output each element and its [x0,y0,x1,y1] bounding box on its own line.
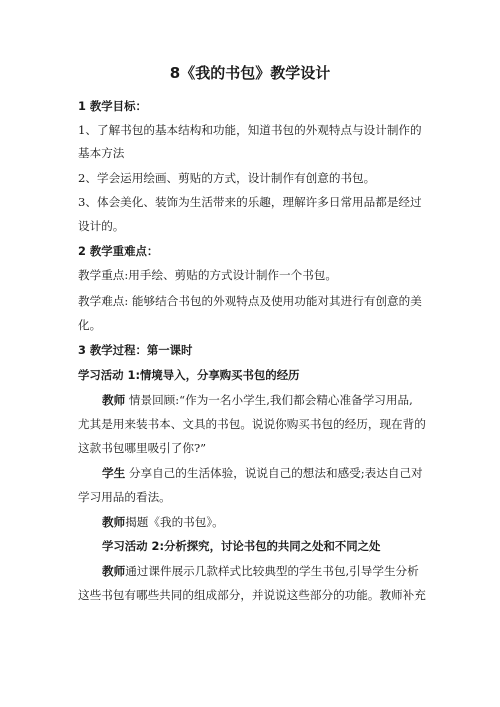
objective-2: 2、学会运用绘画、剪贴的方式，设计制作有创意的书包。 [78,171,376,185]
teacher-reveal-line: 教师揭题《我的书包》。 [102,515,224,529]
difficulty-line-1: 教学难点: 能够结合书包的外观特点及使用功能对其进行有创意的美 [78,294,422,308]
keypoint-text: 教学重点:用手绘、剪贴的方式设计制作一个书包。 [78,268,337,282]
activity-1-paragraph-line-3: 这款书包哪里吸引了你?” [78,441,207,455]
teacher-label: 教师 [102,564,126,578]
objective-3-line-2: 设计的。 [78,219,125,233]
objective-3-line-1: 3、体会美化、装饰为生活带来的乐趣，理解许多日常用品都是经过 [78,195,422,209]
process-heading: 3 教学过程：第一课时 [78,343,193,357]
objective-1-line-2: 基本方法 [78,146,125,160]
activity-2-paragraph-line-1: 教师通过课件展示几款样式比较典型的学生书包,引导学生分析 [102,564,419,578]
student-label: 学生 [102,466,126,480]
teacher-label: 教师 [102,515,126,529]
activity-1-heading: 学习活动 1:情境导入，分享购买书包的经历 [78,368,300,382]
objective-1-line-1: 1、了解书包的基本结构和功能，知道书包的外观特点与设计制作的 [78,123,422,137]
activity-2-paragraph-line-2: 这些书包有哪些共同的组成部分，并说说这些部分的功能。教师补充 [78,588,426,602]
teacher-label: 教师 [102,393,126,407]
activity-1-paragraph-line-1: 教师 情景回顾:“作为一名小学生,我们都会精心准备学习用品, [102,393,413,407]
objectives-heading: 1 教学目标： [78,99,147,113]
document-title: 8《我的书包》教学设计 [169,64,331,82]
activity-2-heading: 学习活动 2:分析探究，讨论书包的共同之处和不同之处 [102,539,381,553]
student-paragraph-line-1: 学生 分享自己的生活体验，说说自己的想法和感受;表达自己对 [102,466,423,480]
keypoints-heading: 2 教学重难点： [78,244,159,258]
student-paragraph-line-2: 学习用品的看法。 [78,490,171,504]
activity-1-paragraph-line-2: 尤其是用来装书本、文具的书包。说说你购买书包的经历，现在背的 [78,417,426,431]
difficulty-line-2: 化。 [78,318,102,332]
